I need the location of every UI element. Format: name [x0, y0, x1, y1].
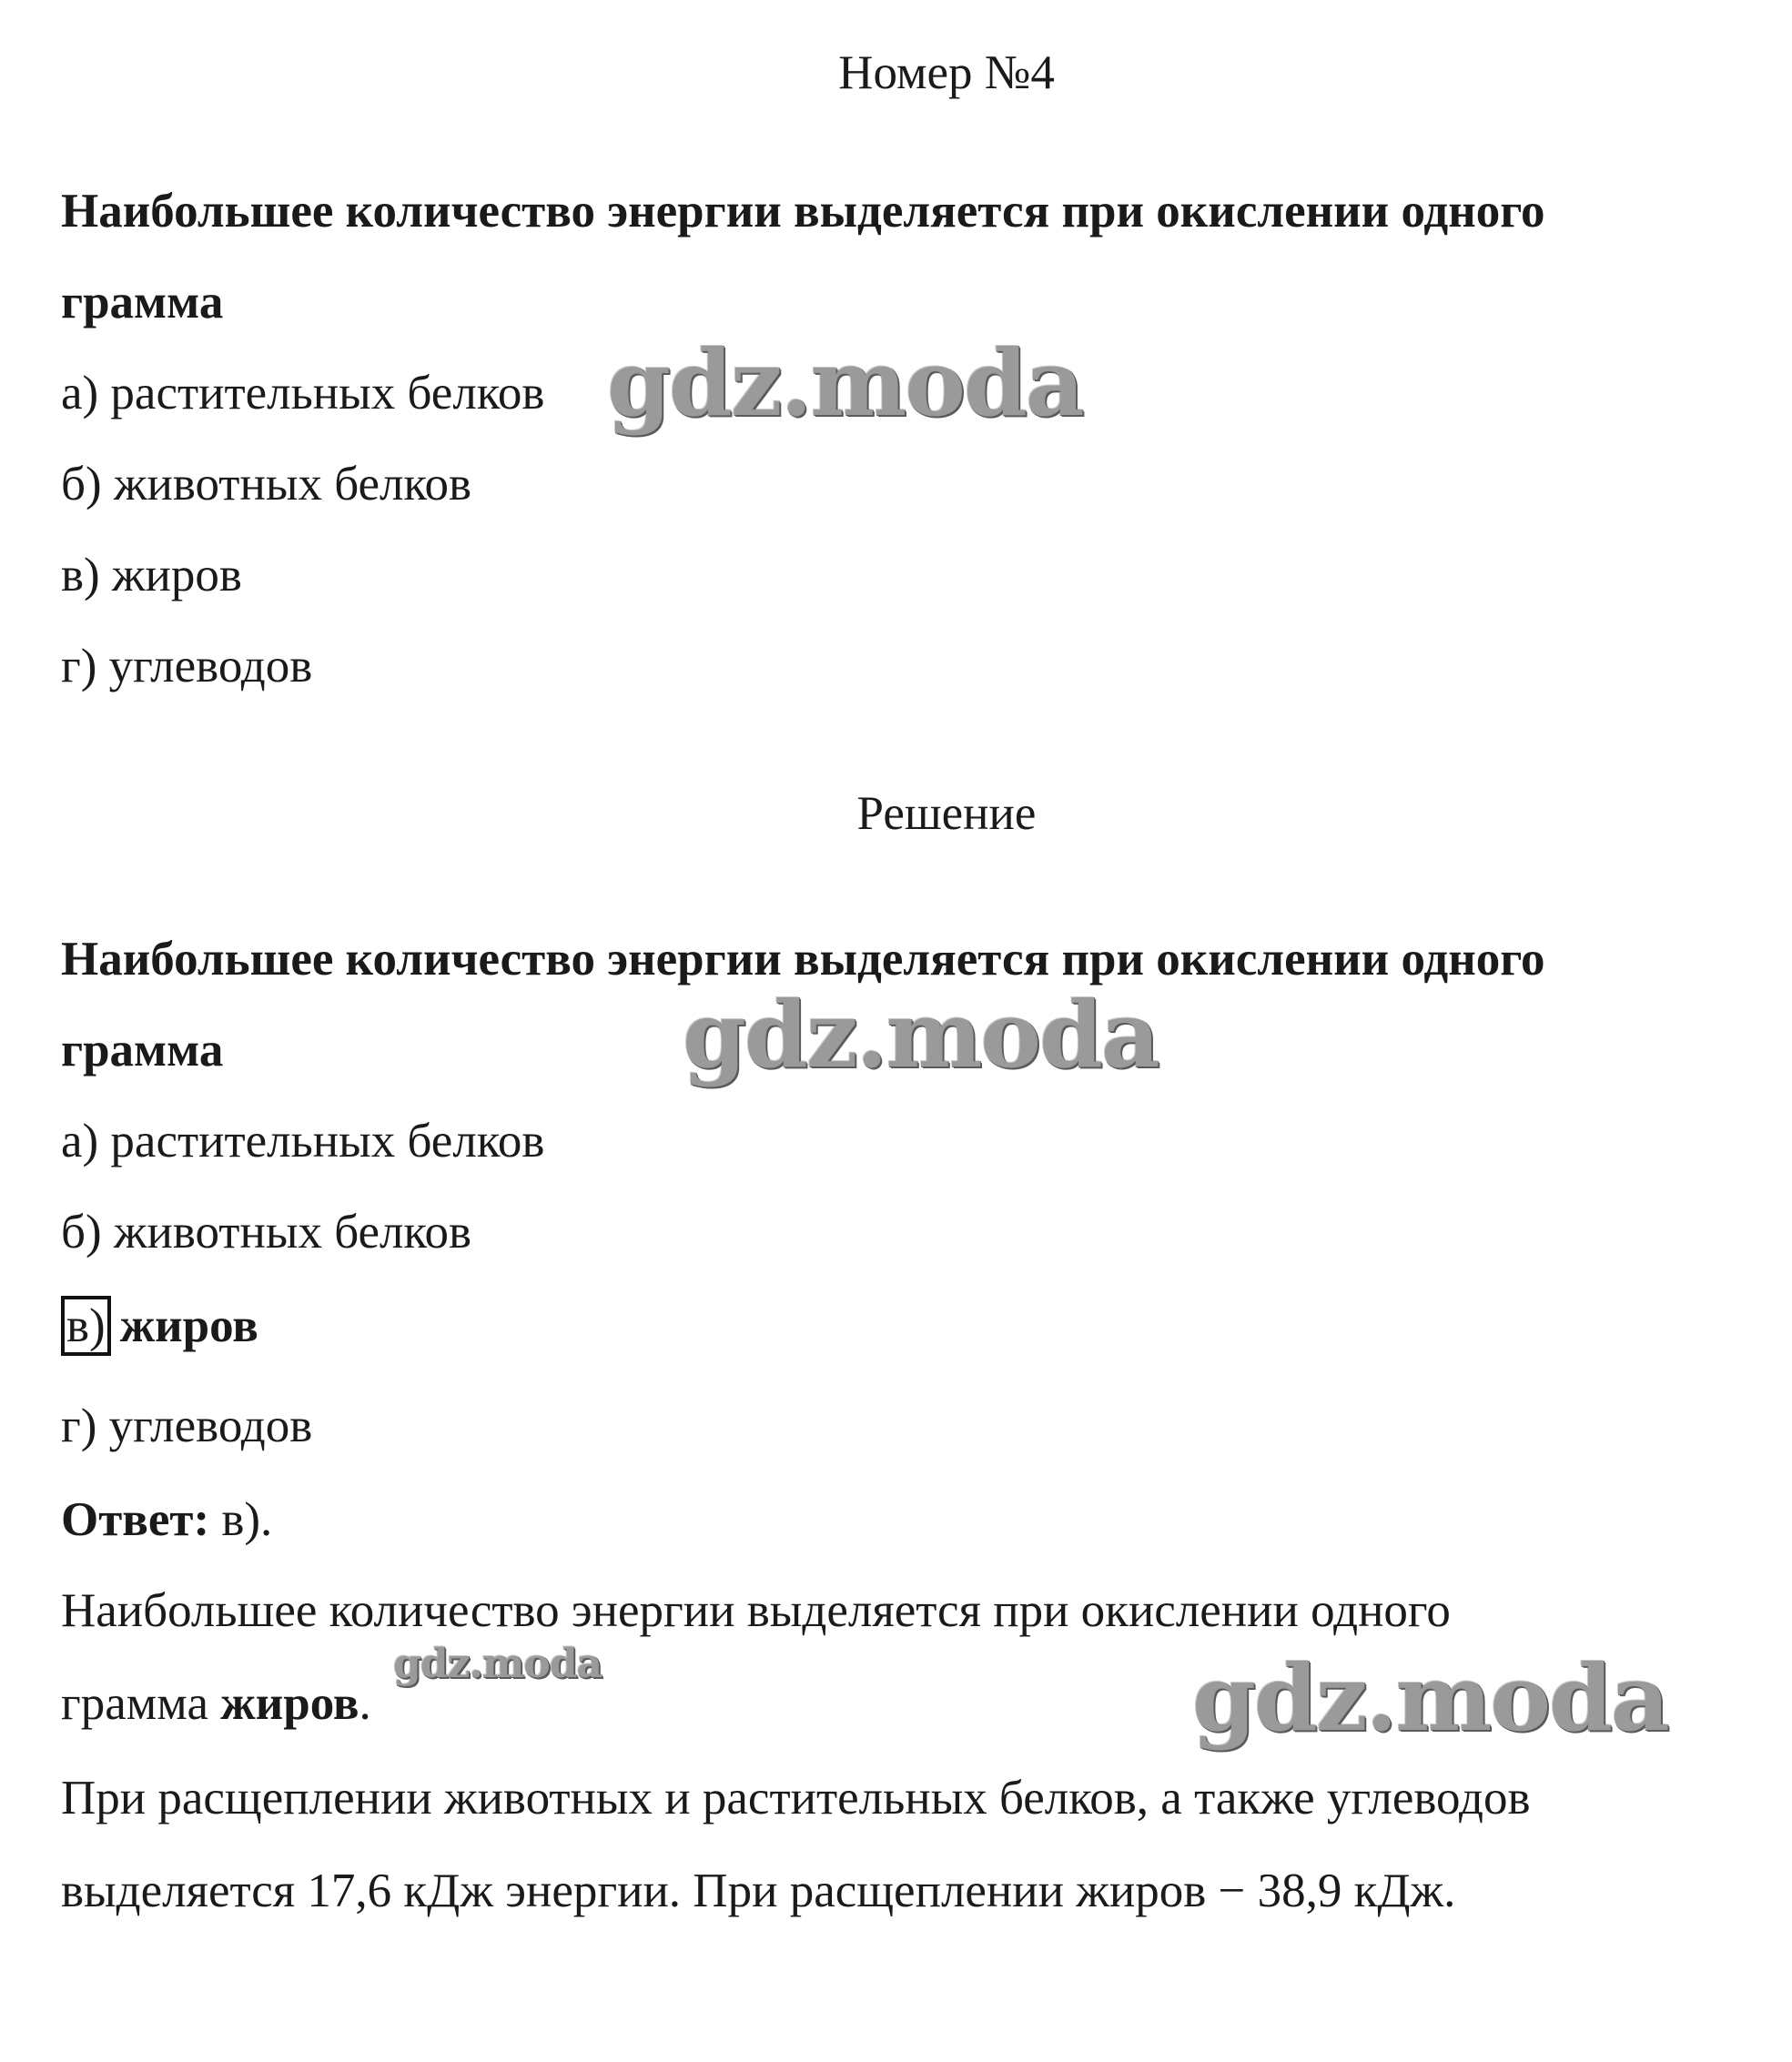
solution-heading: Решение [856, 787, 1037, 840]
answer-line [61, 1491, 272, 1549]
question-option-a: а) растительных белков [61, 367, 545, 419]
explanation-line-1: Наибольшее количество энергии выделяется при окислении одного [61, 1584, 1451, 1637]
explanation-line-3: При расщеплении животных и растительных белков, а также углеводов [61, 1772, 1531, 1824]
explanation-line-4: выделяется 17,6 кДж энергии. При расщеплении жиров − 38,9 кДж. [61, 1865, 1456, 1917]
solution-text-line-2: грамма [61, 1024, 224, 1076]
correct-option-marker: в) [61, 1296, 111, 1356]
answer-value: в). [209, 1493, 273, 1546]
solution-option-d: г) углеводов [61, 1400, 313, 1452]
solution-text-line-1: Наибольшее количество энергии выделяется при окислении одного [61, 933, 1545, 986]
question-option-b: б) животных белков [61, 458, 472, 510]
watermark-logo: gdz.moda [607, 329, 1083, 437]
question-option-c: в) жиров [61, 549, 242, 601]
watermark-logo: gdz.moda [393, 1641, 602, 1687]
correct-option-text: жиров [119, 1299, 258, 1352]
answer-label: Ответ: [61, 1493, 210, 1546]
question-option-d: г) углеводов [61, 640, 313, 692]
question-text-line-1: Наибольшее количество энергии выделяется при окислении одного [61, 185, 1545, 238]
watermark-logo: gdz.moda [683, 981, 1159, 1088]
page-title: Номер №4 [838, 46, 1055, 99]
explanation-line-2 [61, 1674, 371, 1733]
watermark-logo: gdz.moda [1192, 1644, 1668, 1752]
solution-option-a: а) растительных белков [61, 1115, 545, 1167]
explanation-line-2-suffix: . [359, 1677, 371, 1730]
question-text-line-2: грамма [61, 276, 224, 329]
explanation-line-2-prefix: грамма [61, 1677, 221, 1730]
solution-option-b: б) животных белков [61, 1206, 472, 1258]
solution-option-c [61, 1296, 258, 1356]
explanation-bold-word: жиров [220, 1677, 359, 1730]
